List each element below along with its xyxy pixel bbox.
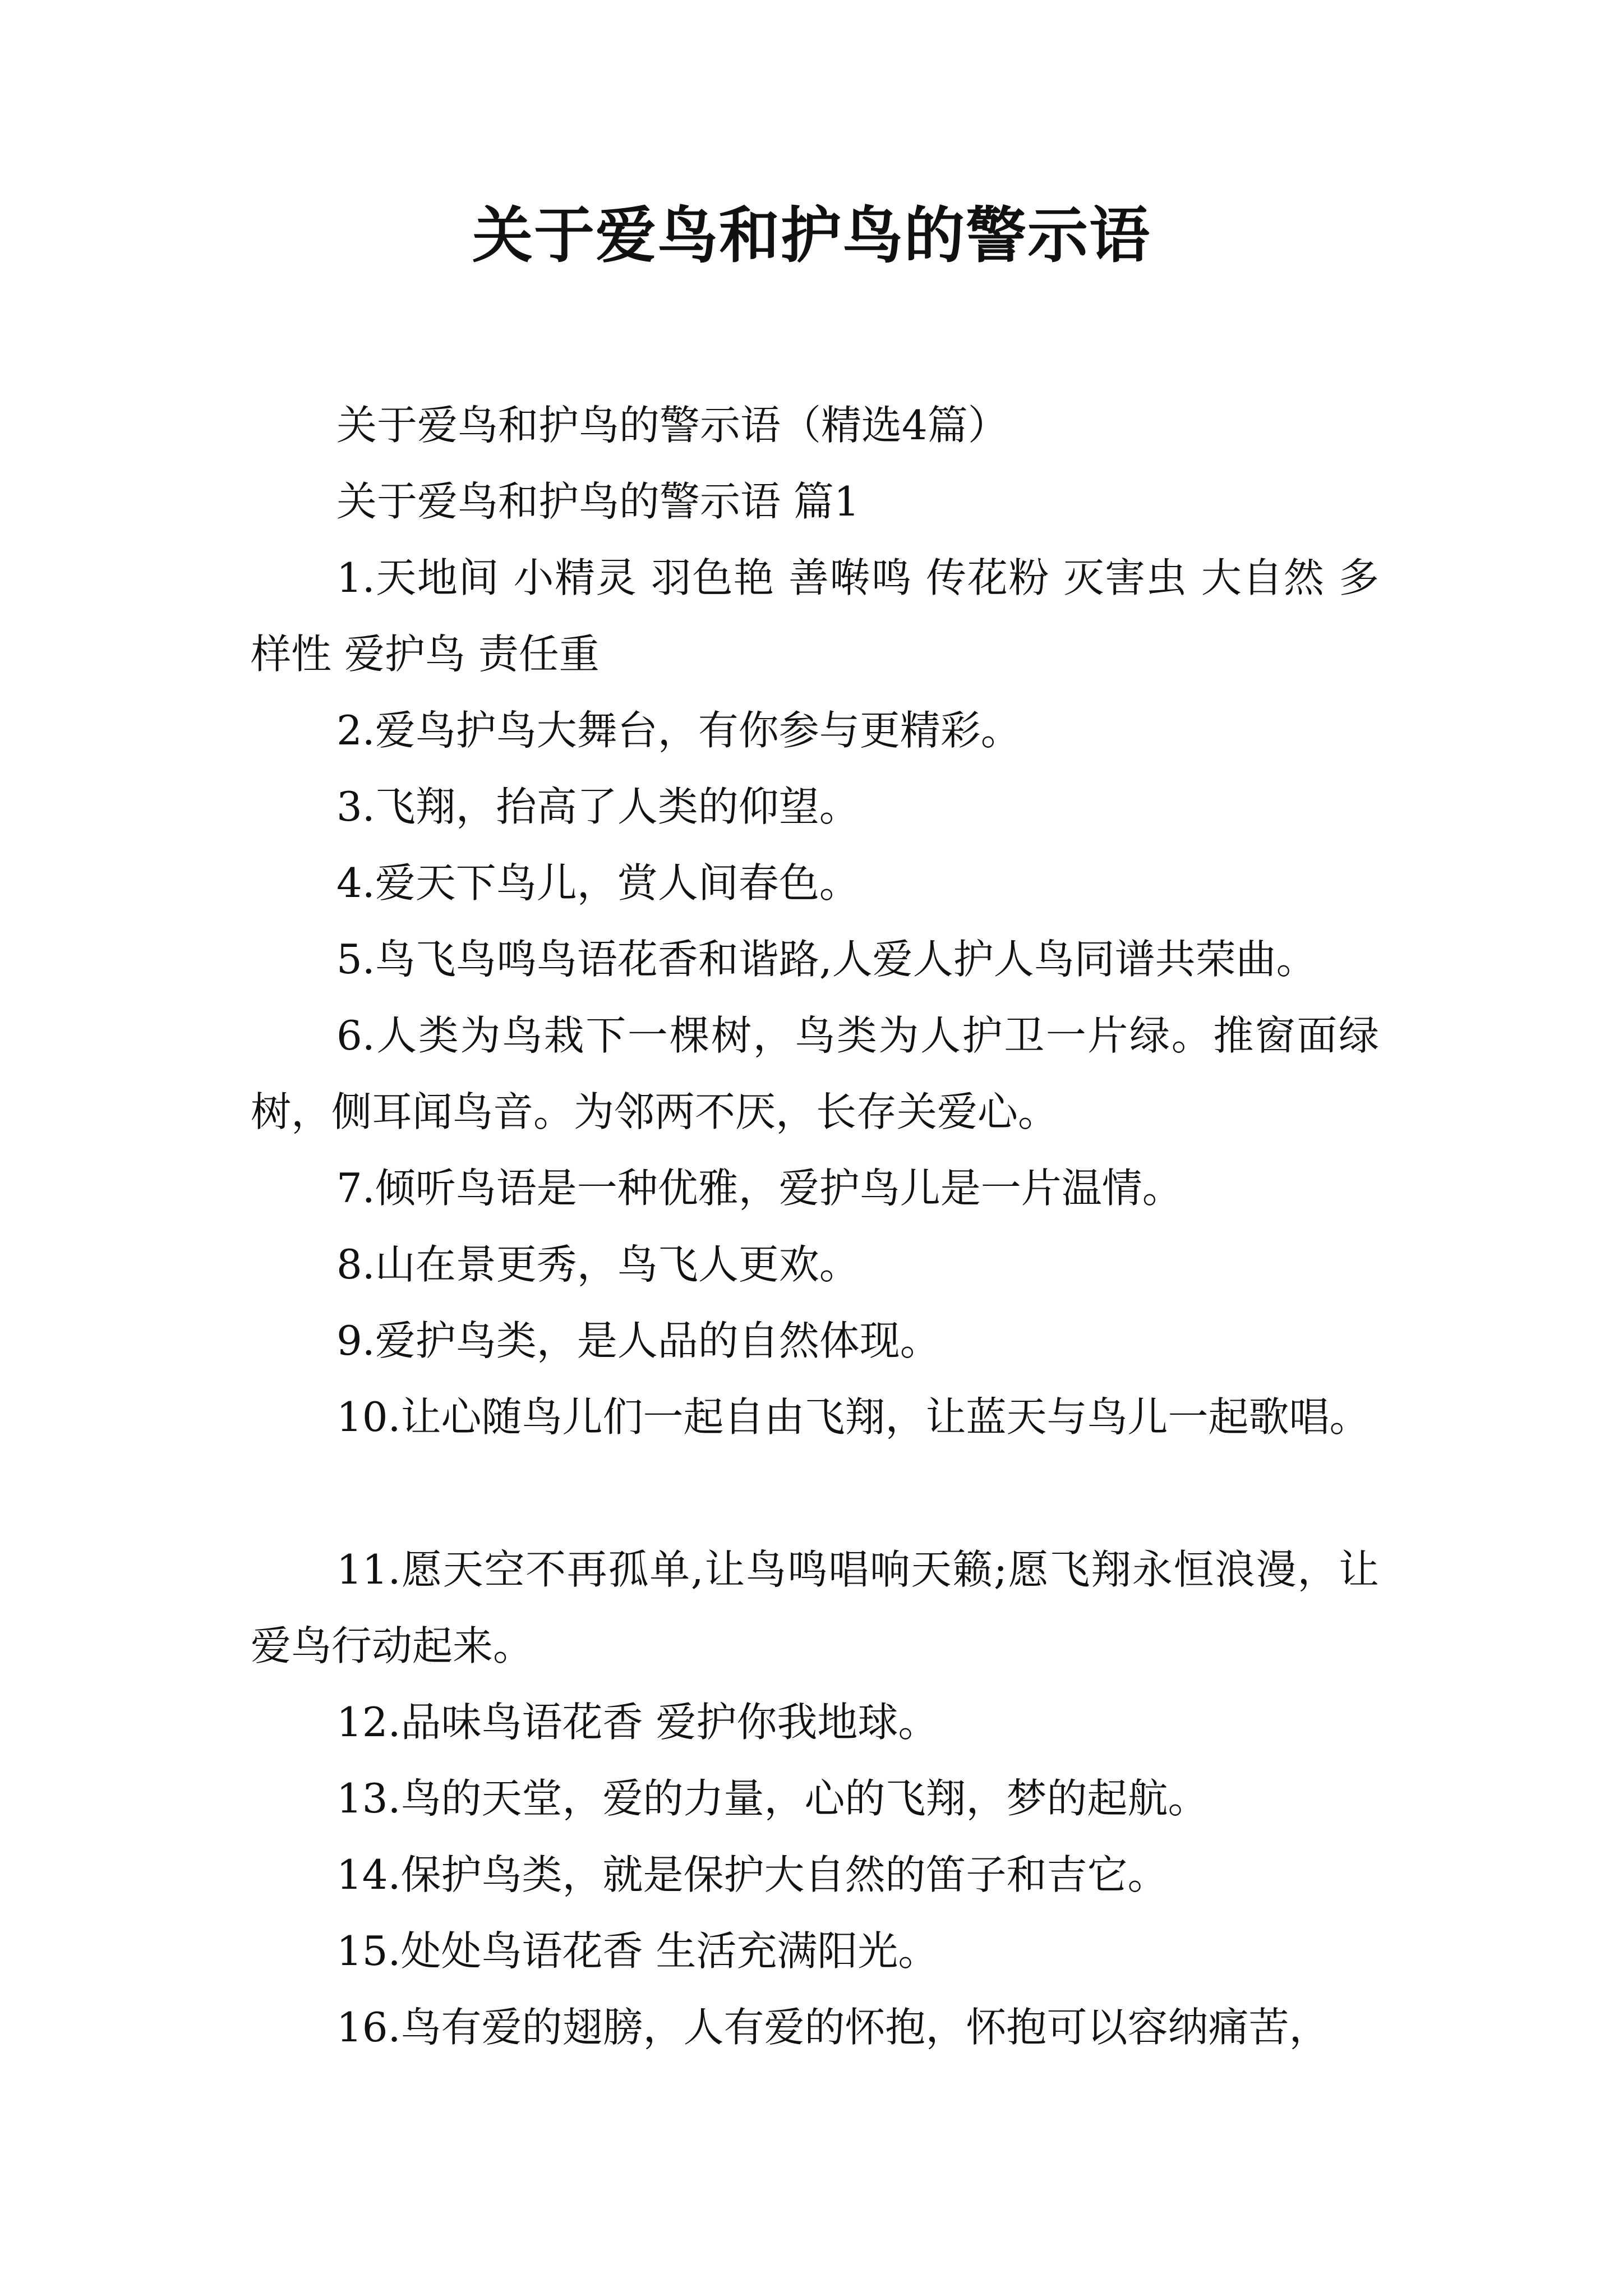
paragraph-item-7: 7.倾听鸟语是一种优雅，爱护鸟儿是一片温情。 bbox=[336, 1165, 1183, 1212]
paragraph-section-heading: 关于爱鸟和护鸟的警示语 篇1 bbox=[336, 478, 860, 525]
paragraph-item-9: 9.爱护鸟类，是人品的自然体现。 bbox=[336, 1317, 940, 1364]
paragraph-item-2: 2.爱鸟护鸟大舞台，有你参与更精彩。 bbox=[336, 707, 1021, 754]
paragraph-item-14: 14.保护鸟类，就是保护大自然的笛子和吉它。 bbox=[336, 1851, 1168, 1898]
paragraph-item-15: 15.处处鸟语花香 生活充满阳光。 bbox=[336, 1927, 939, 1975]
paragraph-item-11: 11.愿天空不再孤单,让鸟鸣唱响天籁;愿飞翔永恒浪漫，让爱鸟行动起来。 bbox=[251, 1546, 1379, 1669]
paragraph-item-16: 16.鸟有爱的翅膀，人有爱的怀抱，怀抱可以容纳痛苦， bbox=[336, 2004, 1330, 2051]
paragraph-item-3: 3.飞翔，抬高了人类的仰望。 bbox=[336, 783, 860, 830]
paragraph-item-5: 5.鸟飞鸟鸣鸟语花香和谐路,人爱人护人鸟同谱共荣曲。 bbox=[336, 936, 1317, 983]
paragraph-item-6: 6.人类为鸟栽下一棵树，鸟类为人护卫一片绿。推窗面绿树，侧耳闻鸟音。为邻两不厌，长存关爱心。 bbox=[251, 1012, 1379, 1135]
paragraph-item-12: 12.品味鸟语花香 爱护你我地球。 bbox=[336, 1699, 939, 1746]
paragraph-item-8: 8.山在景更秀，鸟飞人更欢。 bbox=[336, 1241, 860, 1288]
paragraph-item-1: 1.天地间 小精灵 羽色艳 善啭鸣 传花粉 灭害虫 大自然 多样性 爱护鸟 责任重 bbox=[251, 554, 1379, 678]
paragraph-item-4: 4.爱天下鸟儿，赏人间春色。 bbox=[336, 859, 860, 907]
paragraph-item-10: 10.让心随鸟儿们一起自由飞翔，让蓝天与鸟儿一起歌唱。 bbox=[336, 1393, 1370, 1441]
document-title: 关于爱鸟和护鸟的警示语 bbox=[472, 200, 1151, 271]
paragraph-item-13: 13.鸟的天堂，爱的力量，心的飞翔，梦的起航。 bbox=[336, 1775, 1209, 1822]
paragraph-subtitle: 关于爱鸟和护鸟的警示语（精选4篇） bbox=[336, 402, 1008, 449]
